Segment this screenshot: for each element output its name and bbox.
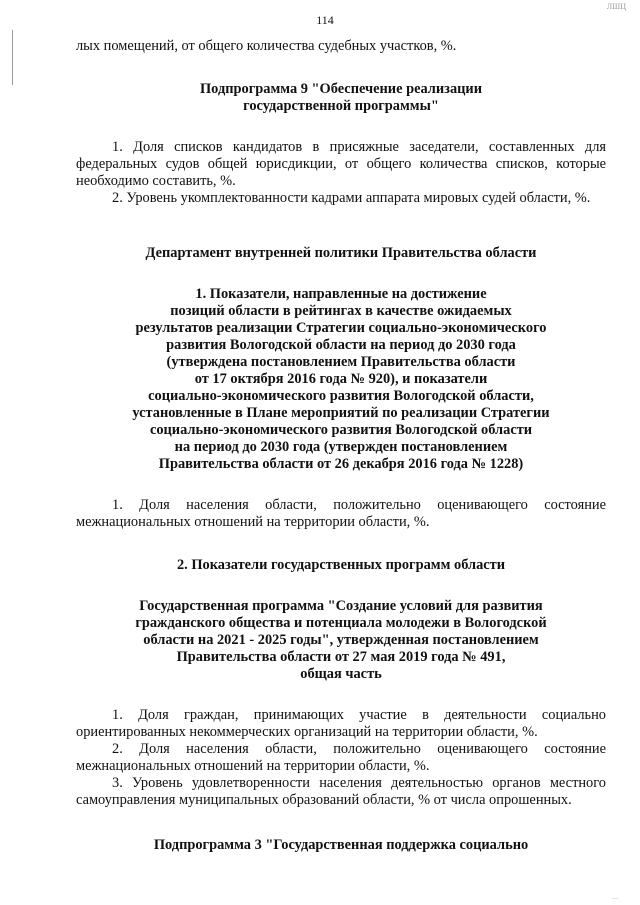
subprogram-3-title: Подпрограмма 3 "Государственная поддержка социально xyxy=(153,837,529,853)
indicator-item: 1. Доля граждан, принимающих участие в деятельности социально ориентированных некоммерческих организаций на территории области, %. xyxy=(76,707,606,740)
title-line: от 17 октября 2016 года № 920), и показатели xyxy=(194,371,488,387)
section-2-title: 2. Показатели государственных программ области xyxy=(176,557,506,573)
title-line: области на 2021 - 2025 годы", утвержденная постановлением xyxy=(143,632,539,648)
title-line: Государственная программа "Создание условий для развития xyxy=(139,598,543,614)
title-line: 1. Показатели, направленные на достижение xyxy=(195,286,487,302)
state-program-indicators xyxy=(76,707,606,809)
indicator-item: 1. Доля населения области, положительно оценивающего состояние межнациональных отношений на территории области, %. xyxy=(76,497,606,530)
title-line: развития Вологодской области на период до 2030 года xyxy=(166,337,516,353)
title-line: позиций области в рейтингах в качестве ожидаемых xyxy=(170,303,512,319)
title-line: социально-экономического развития Вологодской области xyxy=(149,422,533,438)
subprogram-9-indicators xyxy=(76,139,606,207)
corner-mark: ЛШЦ xyxy=(606,2,626,11)
subprogram-9-title xyxy=(76,81,606,115)
section-1-indicators xyxy=(76,497,606,531)
indicator-item: 2. Доля населения области, положительно оценивающего состояние межнациональных отношений на территории области, %. xyxy=(76,741,606,774)
title-line: Подпрограмма 9 "Обеспечение реализации xyxy=(199,81,483,97)
footer-mark: ... xyxy=(612,892,618,901)
section-1-title xyxy=(76,286,606,473)
title-line: социально-экономического развития Вологодской области, xyxy=(148,388,534,404)
title-line: на период до 2030 года (утвержден постановлением xyxy=(174,439,508,455)
indicator-item: 2. Уровень укомплектованности кадрами аппарата мировых судей области, %. xyxy=(112,190,591,206)
page-number: 114 xyxy=(316,13,334,27)
title-line: результатов реализации Стратегии социально-экономического xyxy=(135,320,547,336)
scan-margin-line xyxy=(12,30,13,85)
indicator-item: 3. Уровень удовлетворенности населения деятельностью органов местного самоуправления муниципальных образований области, % от числа опрошенных. xyxy=(76,775,606,808)
indicator-item: 1. Доля списков кандидатов в присяжные заседатели, составленных для федеральных судов общей юрисдикции, от общего количества списков, которые необходимо составить, %. xyxy=(76,139,606,189)
department-title: Департамент внутренней политики Правительства области xyxy=(145,245,537,261)
state-program-title xyxy=(76,598,606,683)
title-line: общая часть xyxy=(300,666,382,682)
title-line: (утверждена постановлением Правительства области xyxy=(166,354,516,370)
title-line: гражданского общества и потенциала молодежи в Вологодской xyxy=(135,615,547,631)
title-line: Правительства области от 27 мая 2019 года № 491, xyxy=(176,649,506,665)
title-line: установленные в Плане мероприятий по реализации Стратегии xyxy=(132,405,550,421)
title-line: Правительства области от 26 декабря 2016 года № 1228) xyxy=(158,456,524,472)
document-page xyxy=(76,38,606,854)
title-line: государственной программы" xyxy=(243,98,439,114)
continuation-text: лых помещений, от общего количества судебных участков, %. xyxy=(76,38,457,54)
